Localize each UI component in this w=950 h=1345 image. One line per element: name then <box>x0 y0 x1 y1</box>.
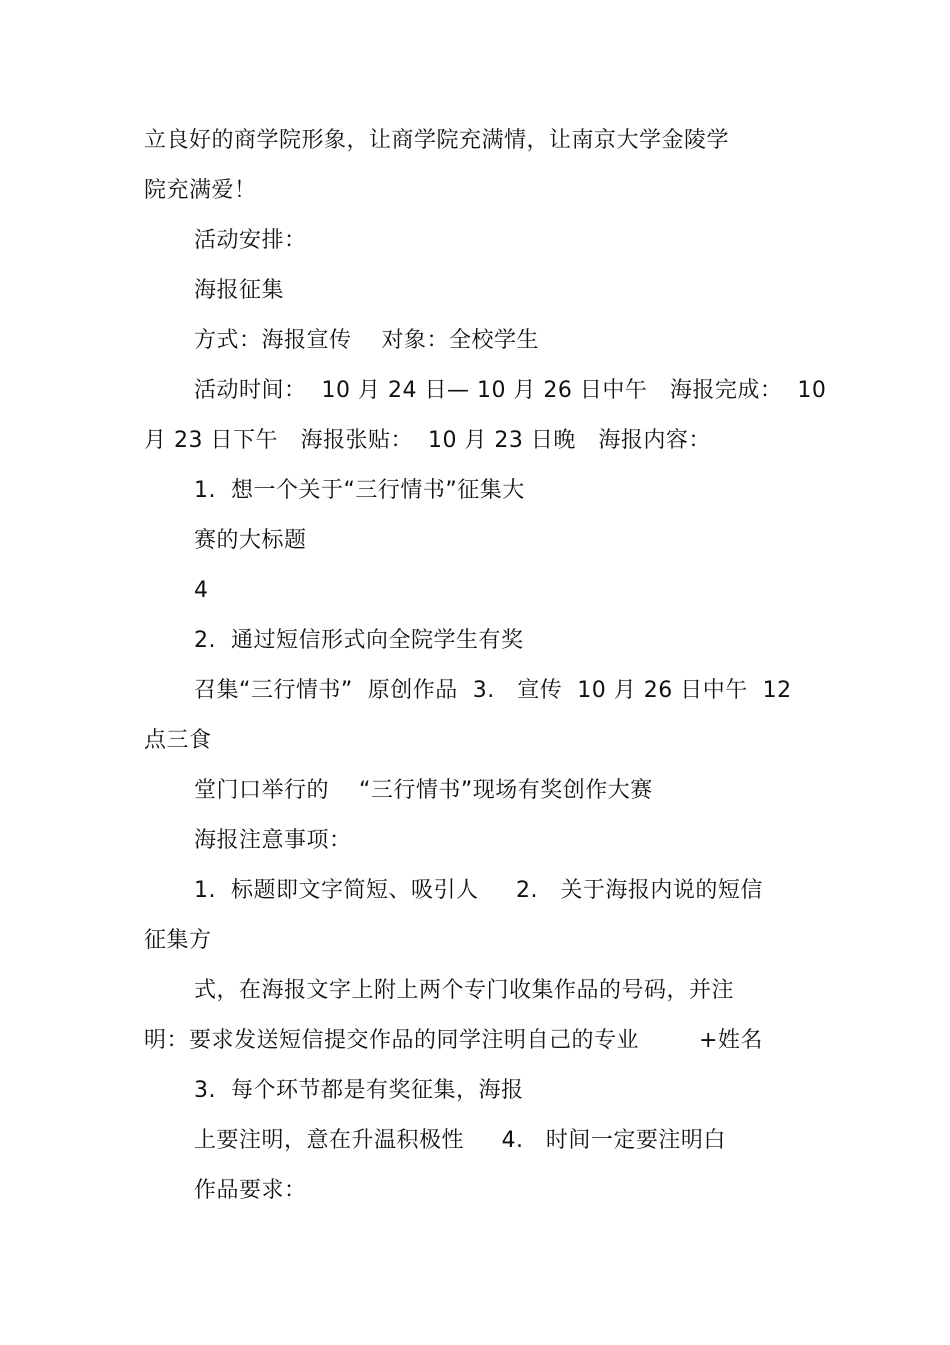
list-item-1: 1. 想一个关于“三行情书”征集大 <box>194 478 525 503</box>
heading-activity-arrangement: 活动安排： <box>194 228 307 253</box>
heading-work-requirements: 作品要求： <box>194 1178 307 1203</box>
notes-item-3-4: 上要注明，意在升温积极性 4. 时间一定要注明白 <box>194 1128 726 1153</box>
notes-item-1-2: 1. 标题即文字简短、吸引人 2. 关于海报内说的短信 <box>194 878 763 903</box>
text-line-contest: 堂门口举行的 “三行情书”现场有奖创作大赛 <box>194 778 653 803</box>
text-line-poster-schedule: 月 23 日下午 海报张贴： 10 月 23 日晚 海报内容： <box>144 428 711 453</box>
notes-item-2-cont-1: 征集方 <box>144 928 212 953</box>
notes-item-3: 3. 每个环节都是有奖征集，海报 <box>194 1078 524 1103</box>
text-line-canteen: 点三食 <box>144 728 212 753</box>
notes-item-2-cont-2: 式，在海报文字上附上两个专门收集作品的号码，并注 <box>194 978 735 1003</box>
text-line-intro-2: 院充满爱！ <box>144 178 257 203</box>
list-item-2-cont: 召集“三行情书” 原创作品 3. 宣传 10 月 26 日中午 12 <box>194 678 792 703</box>
heading-poster-notes: 海报注意事项： <box>194 828 352 853</box>
text-line-activity-time: 活动时间： 10 月 24 日— 10 月 26 日中午 海报完成： 10 <box>194 378 827 403</box>
heading-poster-collection: 海报征集 <box>194 278 285 303</box>
text-line-intro-1: 立良好的商学院形象，让商学院充满情，让南京大学金陵学 <box>144 128 730 153</box>
list-item-1-cont: 赛的大标题 <box>194 528 307 553</box>
page-number: 4 <box>194 578 209 603</box>
text-line-method-target: 方式：海报宣传 对象：全校学生 <box>194 328 539 353</box>
list-item-2: 2. 通过短信形式向全院学生有奖 <box>194 628 524 653</box>
notes-item-2-cont-3: 明：要求发送短信提交作品的同学注明自己的专业 +姓名 <box>144 1028 763 1053</box>
